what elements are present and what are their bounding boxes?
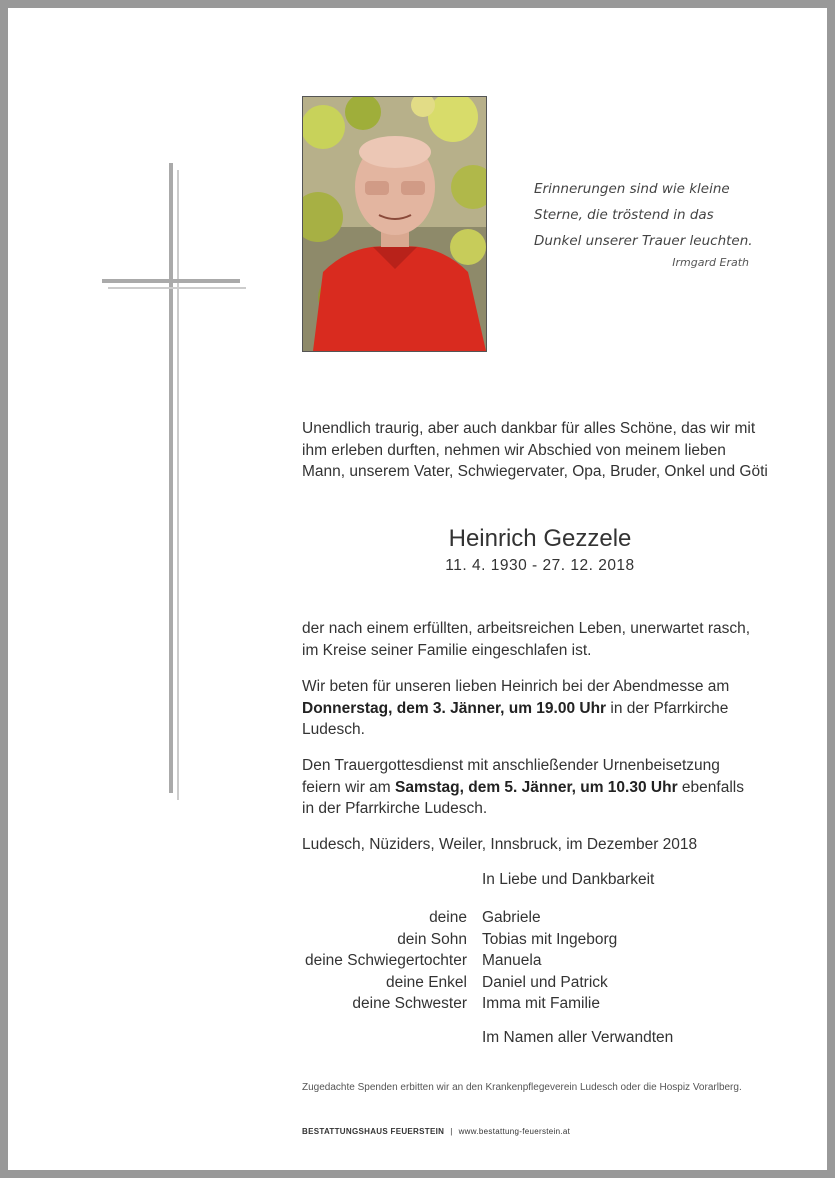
relative-name: Imma mit Familie: [482, 995, 600, 1012]
relative-role: dein Sohn: [397, 930, 467, 948]
relatives-list: [302, 907, 617, 1015]
memorial-quote: [534, 176, 764, 254]
cross-icon-horizontal-shadow: [108, 287, 246, 289]
intro-line: ihm erleben durften, nehmen wir Abschied von meinem lieben: [302, 441, 726, 459]
relative-row: [302, 950, 617, 972]
portrait-photo: [302, 96, 487, 352]
paragraph-line: Den Trauergottesdienst mit anschließender Urnenbeisetzung: [302, 757, 720, 774]
donation-note: Zugedachte Spenden erbitten wir an den Krankenpflegeverein Ludesch oder die Hospiz Vorarlberg.: [302, 1082, 742, 1093]
footer-separator: |: [450, 1127, 453, 1136]
footer-brand: BESTATTUNGSHAUS FEUERSTEIN: [302, 1127, 445, 1136]
deceased-name: Heinrich Gezzele: [448, 525, 632, 552]
intro-paragraph: [302, 418, 792, 483]
cross-icon-vertical: [169, 163, 173, 793]
footer-url[interactable]: www.bestattung-feuerstein.at: [458, 1127, 571, 1136]
evening-mass-paragraph: [302, 676, 792, 741]
mass-date: Donnerstag, dem 3. Jänner, um 19.00 Uhr: [302, 699, 607, 717]
paragraph-line: in der Pfarrkirche Ludesch.: [302, 800, 488, 817]
passing-paragraph: [302, 618, 792, 661]
quote-author: Irmgard Erath: [672, 256, 749, 269]
place-date-line: Ludesch, Nüziders, Weiler, Innsbruck, im Dezember 2018: [302, 836, 698, 853]
relative-name: Gabriele: [482, 909, 541, 926]
relative-row: [302, 907, 617, 929]
quote-line: Dunkel unserer Trauer leuchten.: [534, 233, 753, 249]
relative-role: deine Schwiegertochter: [305, 952, 467, 969]
quote-line: Erinnerungen sind wie kleine: [534, 181, 730, 197]
relative-role: deine Enkel: [385, 973, 467, 991]
quote-line: Sterne, die tröstend in das: [534, 207, 714, 223]
intro-line: Unendlich traurig, aber auch dankbar für alles Schöne, das wir mit: [302, 420, 756, 437]
paragraph-text: feiern wir am: [302, 778, 396, 796]
relative-row: [302, 993, 617, 1015]
relative-role: deine Schwester: [352, 995, 467, 1012]
funeral-service-paragraph: [302, 755, 792, 820]
intro-line: Mann, unserem Vater, Schwiegervater, Opa, Bruder, Onkel und Göti: [302, 463, 768, 480]
paragraph-line: Wir beten für unseren lieben Heinrich bei der Abendmesse am: [302, 678, 730, 695]
paragraph-text: ebenfalls: [677, 778, 744, 796]
service-date: Samstag, dem 5. Jänner, um 10.30 Uhr: [395, 778, 678, 796]
paragraph-line: Ludesch.: [302, 721, 365, 738]
paragraph-line: der nach einem erfüllten, arbeitsreichen Leben, unerwartet rasch,: [302, 620, 751, 637]
paragraph-line: im Kreise seiner Familie eingeschlafen ist.: [302, 641, 592, 659]
relative-role: deine: [429, 909, 467, 926]
closing-line: Im Namen aller Verwandten: [482, 1029, 674, 1046]
relative-name: Tobias mit Ingeborg: [482, 930, 618, 948]
relative-name: Manuela: [482, 952, 542, 969]
paragraph-text: in der Pfarrkirche: [606, 699, 729, 717]
relative-name: Daniel und Patrick: [482, 973, 608, 991]
signoff: In Liebe und Dankbarkeit: [482, 871, 655, 888]
cross-icon-horizontal: [102, 279, 240, 283]
relative-row: [302, 929, 617, 951]
footer: [302, 1127, 570, 1136]
relative-row: [302, 972, 617, 994]
life-dates: 11. 4. 1930 - 27. 12. 2018: [445, 557, 635, 574]
cross-icon-vertical-shadow: [177, 170, 179, 800]
